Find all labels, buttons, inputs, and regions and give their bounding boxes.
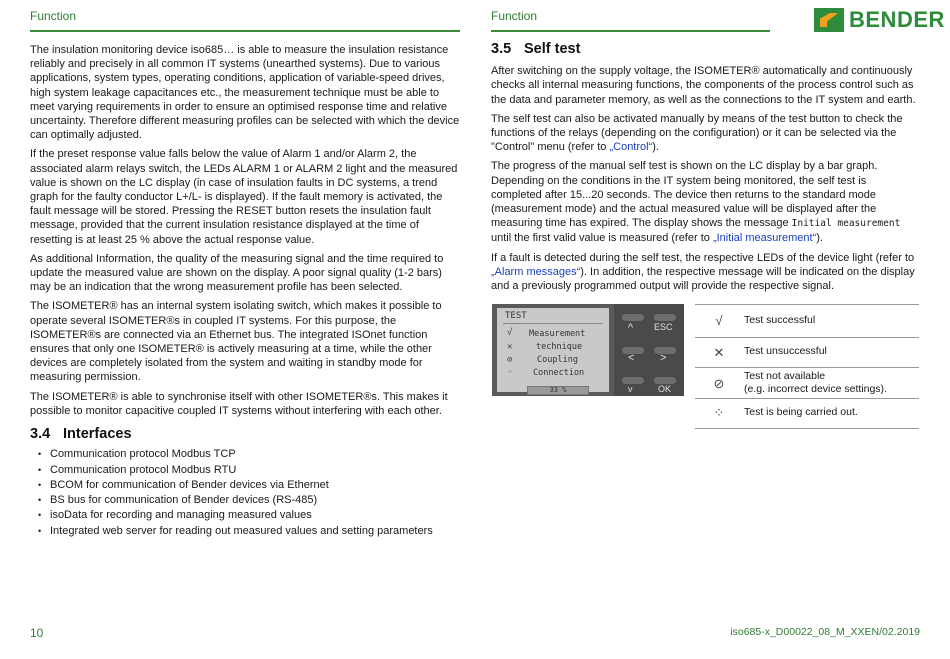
right-column (491, 42, 919, 298)
legend-row (695, 367, 919, 398)
ok-key[interactable] (654, 377, 676, 384)
down-key-label: v (628, 384, 633, 394)
legend-row (695, 398, 919, 429)
paragraph-isonet: The ISOMETER® has an internal system isolating switch, which makes it possible to operate several ISOMETER®s in coupled IT systems. For this purpose, the ISOMETER®s are connected via an Ethernet bus. The integrated ISOnet function ensures that only one ISOMETER® is actively measuring at a time, while the other devices are completely isolated from the system and waiting in standby mode for measuring permission. (30, 300, 442, 384)
cross-icon: ✕ (507, 342, 513, 352)
legend-row (695, 304, 919, 337)
page-number: 10 (30, 626, 44, 640)
paragraph-alarm: If the preset response value falls below the value of Alarm 1 and/or Alarm 2, the associated alarm relays switch, the LEDs ALARM 1 or ALARM 2 light and the measured value is shown on the LC display (in case of insulation faults in DC systems, a trend graph for the faulty conductor L+/L- is displayed). If the fault memory is activated, the fault message will be stored. Pressing the RESET button resets the insulation fault message, provided that the current insulation resistance displayed at the time of resetting is at least 25 % above the actual response value. (30, 148, 458, 246)
text-run: ). In addition, the respective message will be indicated on the display and a previously programmed output will provide the respective signal. (491, 265, 915, 293)
bender-logo-mark-icon (814, 8, 844, 32)
text-run: until the first valid value is measured (refer to (491, 232, 713, 245)
left-header-rule (30, 30, 460, 32)
right-header-rule (491, 30, 770, 32)
up-key-label: ^ (628, 322, 634, 334)
section-title: Interfaces (63, 426, 132, 443)
display-item: Measurement (529, 329, 586, 339)
paragraph-manual-test (491, 112, 919, 155)
document-id: iso685-x_D00022_08_M_XXEN/02.2019 (730, 626, 920, 638)
lc-display-screen (497, 308, 609, 392)
display-item: Coupling (537, 355, 578, 365)
check-icon: √ (507, 328, 513, 338)
interfaces-list (30, 447, 460, 539)
section-number: 3.5 (491, 41, 512, 57)
text-run: The self test can also be activated manually by means of the test button to check the functions of the relays (depending on the configuration) or it can be selected via the "Control" menu (refer to (491, 112, 903, 154)
busy-icon: ⁘ (713, 405, 725, 420)
list-item: • Communication protocol Modbus TCP (30, 447, 460, 462)
paragraph-progress (491, 159, 919, 245)
cross-icon: ✕ (713, 345, 725, 360)
self-test-legend-table (695, 304, 919, 429)
paragraph-automatic-check: After switching on the supply voltage, the ISOMETER® automatically and continuously checks all internal measuring functions, the components of the process control such as the data and parameter memory, as well as the connections to the IT system and earth. (491, 65, 916, 106)
device-keypad (614, 304, 684, 396)
left-header-title: Function (30, 9, 77, 23)
bender-logo-text: BENDER (849, 7, 945, 32)
legend-text: Test not available (e.g. incorrect device settings). (744, 370, 887, 395)
not-available-icon: ⊘ (507, 355, 513, 365)
text-run: If a fault is detected during the self test, the respective LEDs of the device light (refer to (491, 251, 915, 264)
list-item: • BCOM for communication of Bender devices via Ethernet (30, 478, 460, 493)
paragraph-intro: The insulation monitoring device iso685… is able to measure the insulation resistance reliably and precisely in all common IT systems (unearthed systems). Due to various applications, system types, operating conditions, application of variable-speed drives, high system leakage capacitances etc., the measurement technique must be able to meet varying requirements in order to ensure an optimised response time and relative uncertainty. Therefore different measuring profiles can be selected with which the device can optimally adjusted. (30, 44, 460, 142)
down-key[interactable] (622, 377, 644, 384)
text-run: The progress of the manual self test is shown on the LC display by a bar graph. Depending on the conditions in the IT system being monitored, the self test is completed after 15...20 seconds. The device then returns to the standard mode (measurement mode) and the actual measured value will be displayed after the measuring time has expired. The display shows the message (491, 160, 878, 230)
bender-logo (814, 6, 945, 34)
check-icon: √ (715, 313, 723, 328)
list-item: • isoData for recording and managing measured values (30, 508, 460, 523)
paragraph-synchronise: The ISOMETER® is able to synchronise itself with other ISOMETER®s. This makes it possible to monitor capacitive coupled IT systems without interfering with each other. (30, 390, 448, 417)
section-number: 3.4 (30, 426, 51, 443)
display-title: TEST (505, 311, 527, 321)
device-display-illustration (492, 304, 684, 396)
legend-text: Test successful (744, 314, 816, 326)
paragraph-signal-quality: As additional Information, the quality of the measuring signal and the time required to update the measured value are shown on the display. A poor signal quality (1-2 bars) may be an indication that the wrong measurement profile has been selected. (30, 252, 444, 294)
section-heading-self-test (491, 42, 919, 56)
legend-text: Test is being carried out. (744, 406, 858, 418)
esc-key[interactable] (654, 314, 676, 321)
link-alarm-messages[interactable]: „Alarm messages“ (491, 265, 581, 278)
legend-row (695, 337, 919, 367)
left-column (30, 43, 460, 539)
display-item: technique (536, 342, 583, 352)
link-initial-measurement[interactable]: „Initial measurement“ (712, 232, 817, 245)
legend-text: Test unsuccessful (744, 345, 827, 357)
right-key-label: > (660, 352, 667, 364)
link-control[interactable]: „Control“ (609, 141, 653, 154)
progress-bar (527, 386, 589, 395)
display-title-underline (503, 323, 603, 324)
list-item: • Integrated web server for reading out measured values and setting parameters (30, 524, 460, 539)
up-key[interactable] (622, 314, 644, 321)
text-run: ). (652, 141, 659, 154)
not-available-icon: ⊘ (713, 376, 725, 391)
list-item: • BS bus for communication of Bender devices (RS-485) (30, 493, 460, 508)
section-heading-interfaces (30, 427, 460, 441)
esc-key-label: ESC (654, 322, 673, 332)
text-run: ). (816, 232, 823, 245)
right-header-title: Function (491, 9, 538, 23)
display-item: Connection (533, 368, 585, 378)
busy-icon: ⁘ (507, 368, 513, 376)
section-title: Self test (524, 41, 581, 57)
display-message: Initial measurement (791, 218, 901, 230)
left-key-label: < (628, 352, 635, 364)
progress-label: 33 % (549, 386, 567, 394)
paragraph-fault (491, 251, 919, 294)
ok-key-label: OK (658, 384, 672, 394)
list-item: • Communication protocol Modbus RTU (30, 463, 460, 478)
